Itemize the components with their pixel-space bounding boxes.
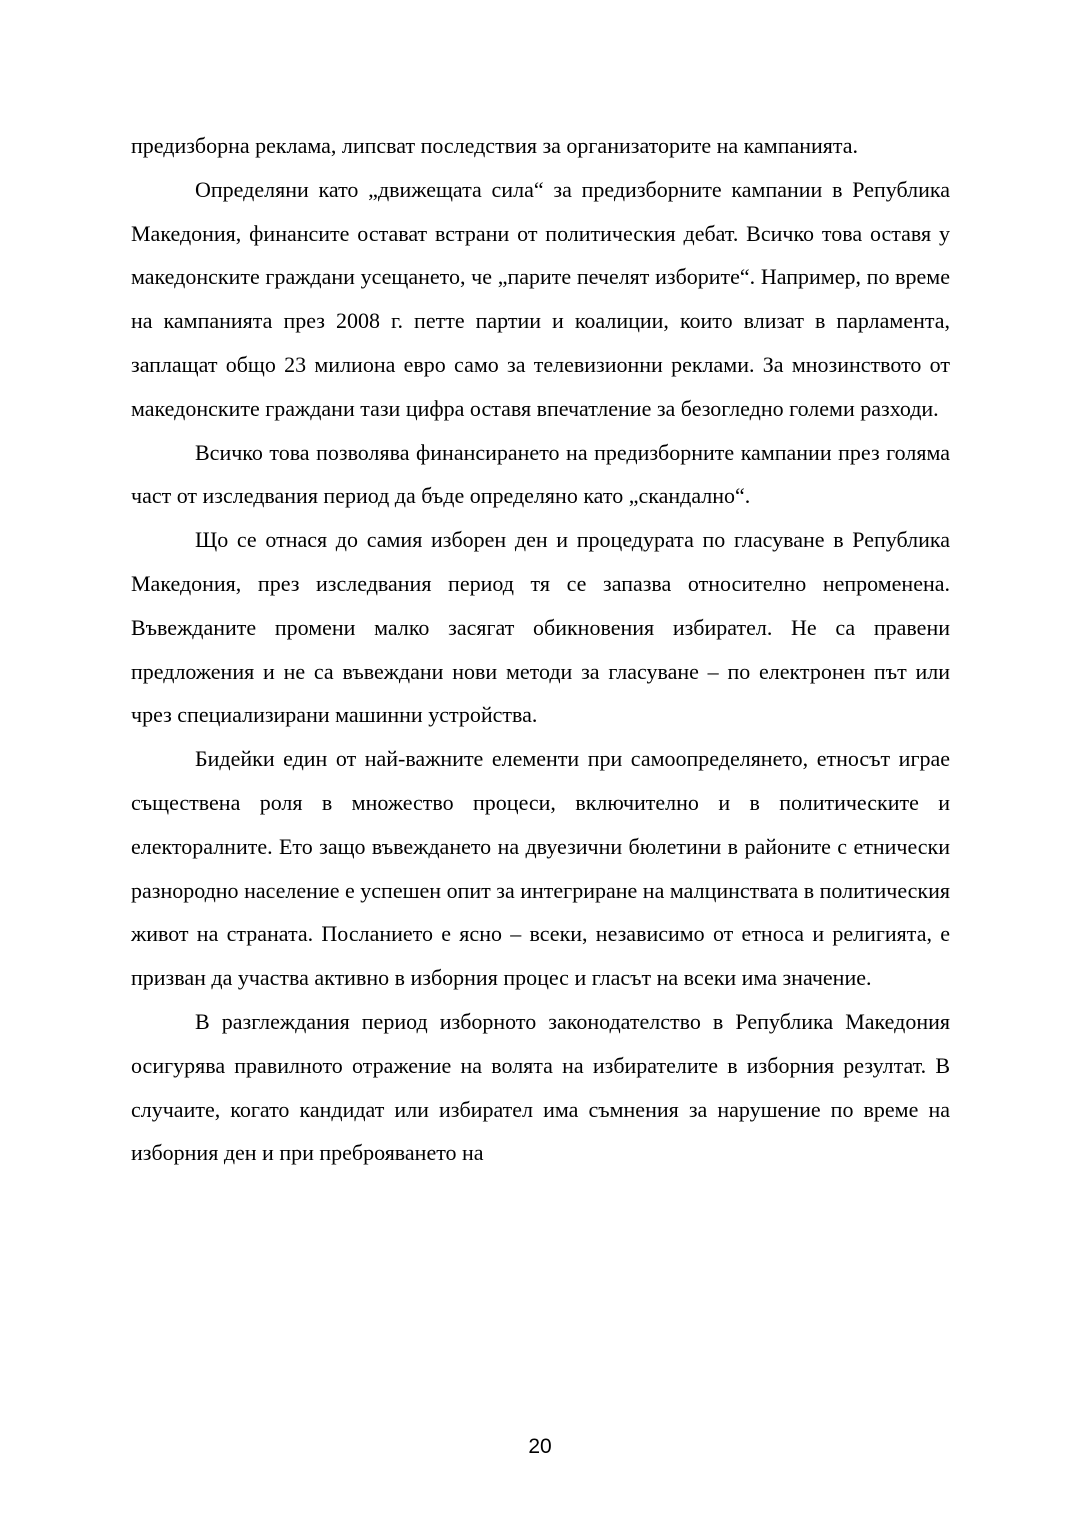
paragraph-ethnicity: Бидейки един от най-важните елементи при самоопределянето, етносът играе съществена роля в множество процеси, включително и в политическите и електоралните. Ето защо въвеждането на двуезични бюлетини в районите с етнически разнородно население е успешен опит за интегриране на малцинствата в политическия живот на страната. Посланието е ясно – всеки, независимо от етноса и религията, е призван да участва активно в изборния процес и гласът на всеки има значение. (131, 746, 950, 991)
page-number: 20 (528, 1435, 552, 1458)
paragraph-continuation: предизборна реклама, липсват последствия за организаторите на кампанията. (131, 133, 859, 158)
document-body (131, 124, 950, 1175)
paragraph-electoral-legislation: В разглеждания период изборното законодателство в Република Македония осигурява правилното отражение на волята на избирателите в изборния резултат. В случаите, когато кандидат или избирател има съмнения за нарушение по време на изборния ден и при преброяването на (131, 1008, 950, 1166)
paragraph-voting-procedure: Що се отнася до самия изборен ден и процедурата по гласуване в Република Македония, през изследвания период тя се запазва относително непроменена. Въвежданите промени малко засягат обикновения избирател. Не са правени предложения и не са въвеждани нови методи за гласуване – по електронен път или чрез специализирани машинни устройства. (131, 527, 950, 728)
paragraph-scandalous-financing: Всичко това позволява финансирането на предизборните кампании през голяма част от изследвания период да бъде определяно като „скандално“. (131, 439, 950, 509)
paragraph-campaign-finance: Определяни като „движещата сила“ за предизборните кампании в Република Македония, финансите остават встрани от политическия дебат. Всичко това оставя у македонските граждани усещането, че „парите печелят изборите“. Например, по време на кампанията през 2008 г. петте партии и коалиции, които влизат в парламента, заплащат общо 23 милиона евро само за телевизионни реклами. За мнозинството от македонските граждани тази цифра оставя впечатление за безогледно големи разходи. (131, 176, 950, 421)
